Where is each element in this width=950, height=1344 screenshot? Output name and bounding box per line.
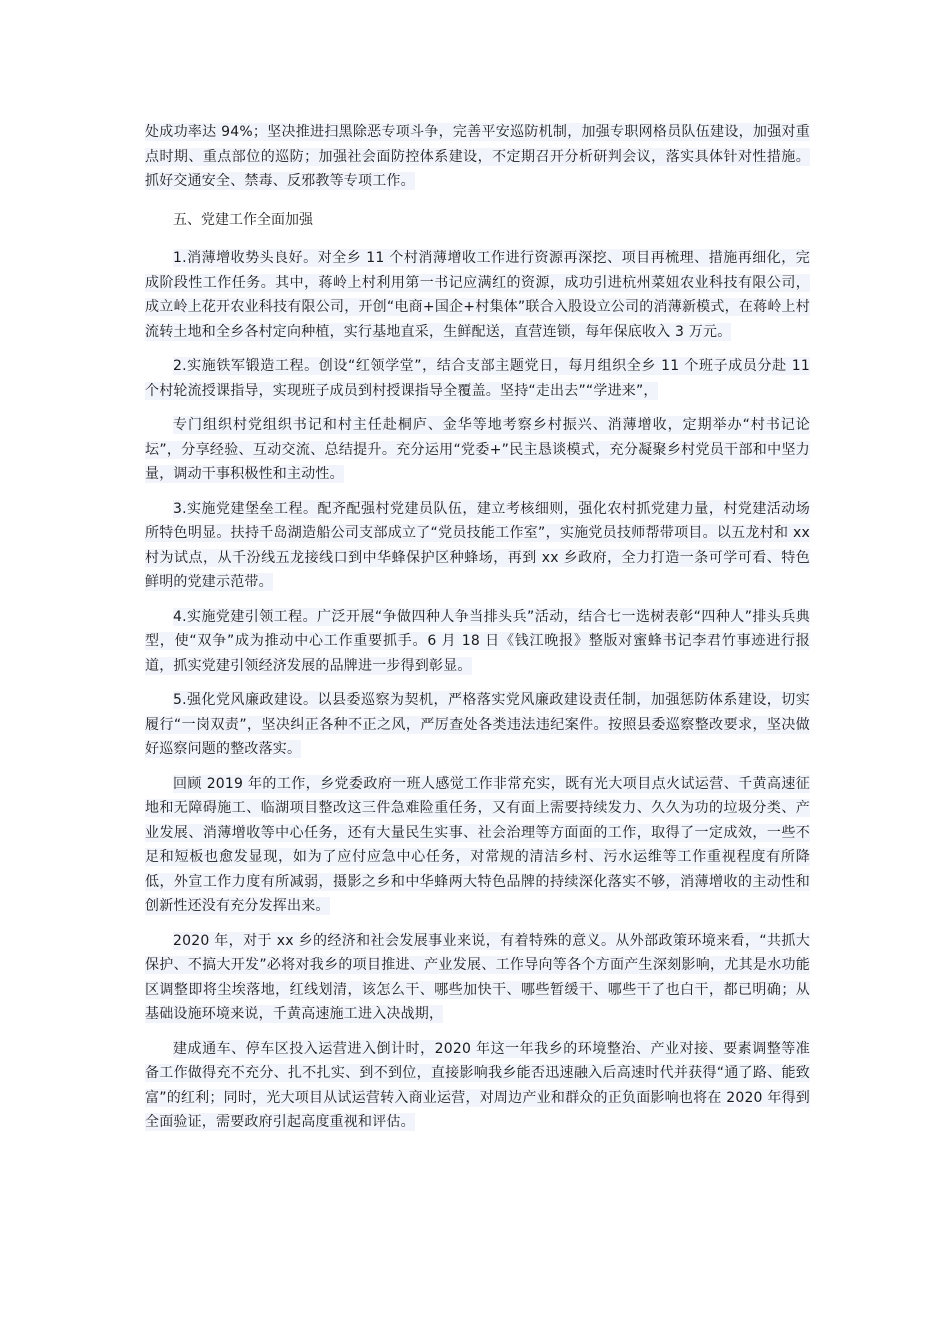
paragraph-text: 3.实施党建堡垒工程。配齐配强村党建员队伍，建立考核细则，强化农村抓党建力量，村党建活动场所特色明显。扶持千岛湖造船公司支部成立了“党员技能工作室”，实施党员技师帮带项目。以五龙村和 xx 村为试点，从千汾线五龙接线口到中华蜂保护区种蜂场，再到 xx 乡政府，全力打造一条可学可看、特色鲜明的党建示范带。	[145, 500, 810, 590]
paragraph-text: 专门组织村党组织书记和村主任赴桐庐、金华等地考察乡村振兴、消薄增收，定期举办“村书记论坛”，分享经验、互动交流、总结提升。充分运用“党委+”民主恳谈模式，充分凝聚乡村党员干部和中坚力量，调动干事积极性和主动性。	[145, 417, 810, 482]
paragraph-item-2	[145, 354, 810, 403]
paragraph-outlook-2020	[145, 929, 810, 1027]
paragraph-item-1	[145, 246, 810, 344]
paragraph-text: 处成功率达 94%；坚决推进扫黑除恶专项斗争，完善平安巡防机制，加强专职网格员队伍建设，加强对重点时期、重点部位的巡防；加强社会面防控体系建设，不定期召开分析研判会议，落实具体针对性措施。抓好交通安全、禁毒、反邪教等专项工作。	[145, 124, 810, 189]
paragraph-item-2-continued	[145, 413, 810, 487]
paragraph-text: 2020 年，对于 xx 乡的经济和社会发展事业来说，有着特殊的意义。从外部政策环境来看，“共抓大保护、不搞大开发”必将对我乡的项目推进、产业发展、工作导向等各个方面产生深刻影响，尤其是水功能区调整即将尘埃落地，红线划清，该怎么干、哪些加快干、哪些暂缓干、哪些干了也白干，都已明确；从基础设施环境来说，千黄高速施工进入决战期，	[145, 932, 810, 1022]
paragraph-public-security	[145, 120, 810, 194]
paragraph-outlook-2020-continued	[145, 1037, 810, 1135]
paragraph-text: 5.强化党风廉政建设。以县委巡察为契机，严格落实党风廉政建设责任制，加强惩防体系建设，切实履行“一岗双责”，坚决纠正各种不正之风，严厉查处各类违法违纪案件。按照县委巡察整改要求，坚决做好巡察问题的整改落实。	[145, 692, 810, 757]
paragraph-item-4	[145, 605, 810, 679]
paragraph-text: 2.实施铁军锻造工程。创设“红领学堂”，结合支部主题党日，每月组织全乡 11 个班子成员分赴 11 个村轮流授课指导，实现班子成员到村授课指导全覆盖。坚持“走出去”“学进来”，	[145, 358, 810, 399]
section-heading-party-building: 五、党建工作全面加强	[173, 211, 313, 228]
paragraph-text: 1.消薄增收势头良好。对全乡 11 个村消薄增收工作进行资源再深挖、项目再梳理、措施再细化，完成阶段性工作任务。其中，蒋岭上村利用第一书记应满红的资源，成功引进杭州菜妞农业科技有限公司，成立岭上花开农业科技有限公司，开创“电商+国企+村集体”联合入股设立公司的消薄新模式，在蒋岭上村流转土地和全乡各村定向种植，实行基地直采，生鲜配送，直营连锁，每年保底收入 3 万元。	[145, 250, 810, 340]
paragraph-text: 回顾 2019 年的工作，乡党委政府一班人感觉工作非常充实，既有光大项目点火试运营、千黄高速征地和无障碍施工、临湖项目整改这三件急难险重任务，又有面上需要持续发力、久久为功的垃圾分类、产业发展、消薄增收等中心任务，还有大量民生实事、社会治理等方面面的工作，取得了一定成效，一些不足和短板也愈发显现，如为了应付应急中心任务，对常规的清洁乡村、污水运维等工作重视程度有所降低，外宣工作力度有所减弱，摄影之乡和中华蜂两大特色品牌的持续深化落实不够，消薄增收的主动性和创新性还没有充分发挥出来。	[145, 775, 810, 914]
document-body	[145, 120, 810, 1145]
paragraph-text: 建成通车、停车区投入运营进入倒计时，2020 年这一年我乡的环境整治、产业对接、要素调整等准备工作做得充不充分、扎不扎实、到不到位，直接影响我乡能否迅速融入后高速时代并获得“通了路、能致富”的红利；同时，光大项目从试运营转入商业运营，对周边产业和群众的正负面影响也将在 2020 年得到全面验证，需要政府引起高度重视和评估。	[145, 1040, 810, 1130]
paragraph-text: 4.实施党建引领工程。广泛开展“争做四种人争当排头兵”活动，结合七一选树表彰“四种人”排头兵典型，使“双争”成为推动中心工作重要抓手。6 月 18 日《钱江晚报》整版对蜜蜂书记李君竹事迹进行报道，抓实党建引领经济发展的品牌进一步得到彰显。	[145, 608, 810, 674]
paragraph-review-2019	[145, 772, 810, 919]
paragraph-item-3	[145, 497, 810, 595]
paragraph-item-5	[145, 688, 810, 762]
